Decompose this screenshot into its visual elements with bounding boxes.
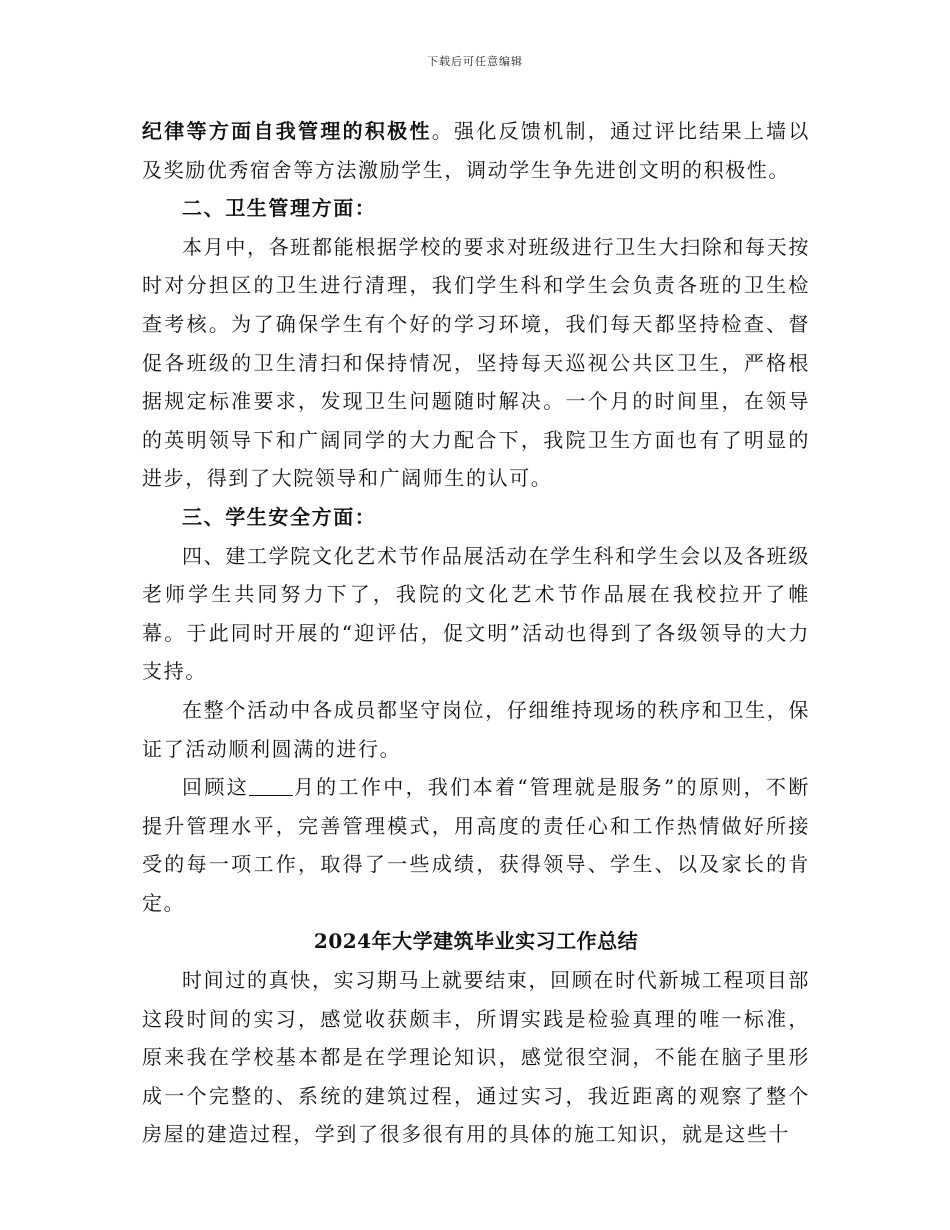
document-title: 2024年大学建筑毕业实习工作总结 <box>313 929 639 954</box>
section-heading-hygiene: 二、卫生管理方面： <box>182 196 377 221</box>
paragraph-review <box>142 768 810 922</box>
page-header: 下载后可任意编辑 <box>427 55 523 68</box>
paragraph-art-festival: 四、建工学院文化艺术节作品展活动在学生科和学生会以及各班级老师学生共同努力下了，我院的文化艺术节作品展在我校拉开了帷幕。于此同时开展的“迎评估，促文明”活动也得到了各级领导的大力支持。 <box>142 543 810 684</box>
paragraph-1-text: 。强化反馈机制，通过评比结果上墙以及奖励优秀宿舍等方法激励学生，调动学生争先进创文明的积极性。 <box>142 119 810 182</box>
paragraph-review-text: 月的工作中，我们本着“管理就是服务”的原则，不断提升管理水平，完善管理模式，用高度的责任心和工作热情做好所接受的每一项工作，取得了一些成绩，获得领导、学生、以及家长的肯定。 <box>142 775 810 915</box>
paragraph-1-bold-text: 纪律等方面自我管理的积极性 <box>142 119 432 143</box>
paragraph-hygiene: 本月中，各班都能根据学校的要求对班级进行卫生大扫除和每天按时对分担区的卫生进行清理，我们学生科和学生会负责各班的卫生检查考核。为了确保学生有个好的学习环境，我们每天都坚持检查、督促各班级的卫生清扫和保持情况，坚持每天巡视公共区卫生，严格根据规定标准要求，发现卫生问题随时解决。一个月的时间里，在领导的英明领导下和广阔同学的大力配合下，我院卫生方面也有了明显的进步，得到了大院领导和广阔师生的认可。 <box>142 234 810 491</box>
paragraph-1 <box>142 112 810 189</box>
section-heading-safety: 三、学生安全方面： <box>182 504 377 529</box>
document-body <box>142 112 810 1154</box>
paragraph-internship: 时间过的真快，实习期马上就要结束，回顾在时代新城工程项目部这段时间的实习，感觉收获颇丰，所谓实践是检验真理的唯一标准，原来我在学校基本都是在学理论知识，感觉很空洞，不能在脑子里形成一个完整的、系统的建筑过程，通过实习，我近距离的观察了整个房屋的建造过程，学到了很多很有用的具体的施工知识，就是这些十 <box>142 968 810 1147</box>
blank-underline <box>249 775 293 796</box>
paragraph-review-start: 回顾这 <box>182 775 250 800</box>
paragraph-activity: 在整个活动中各成员都坚守岗位，仔细维持现场的秩序和卫生，保证了活动顺利圆满的进行。 <box>142 697 810 761</box>
